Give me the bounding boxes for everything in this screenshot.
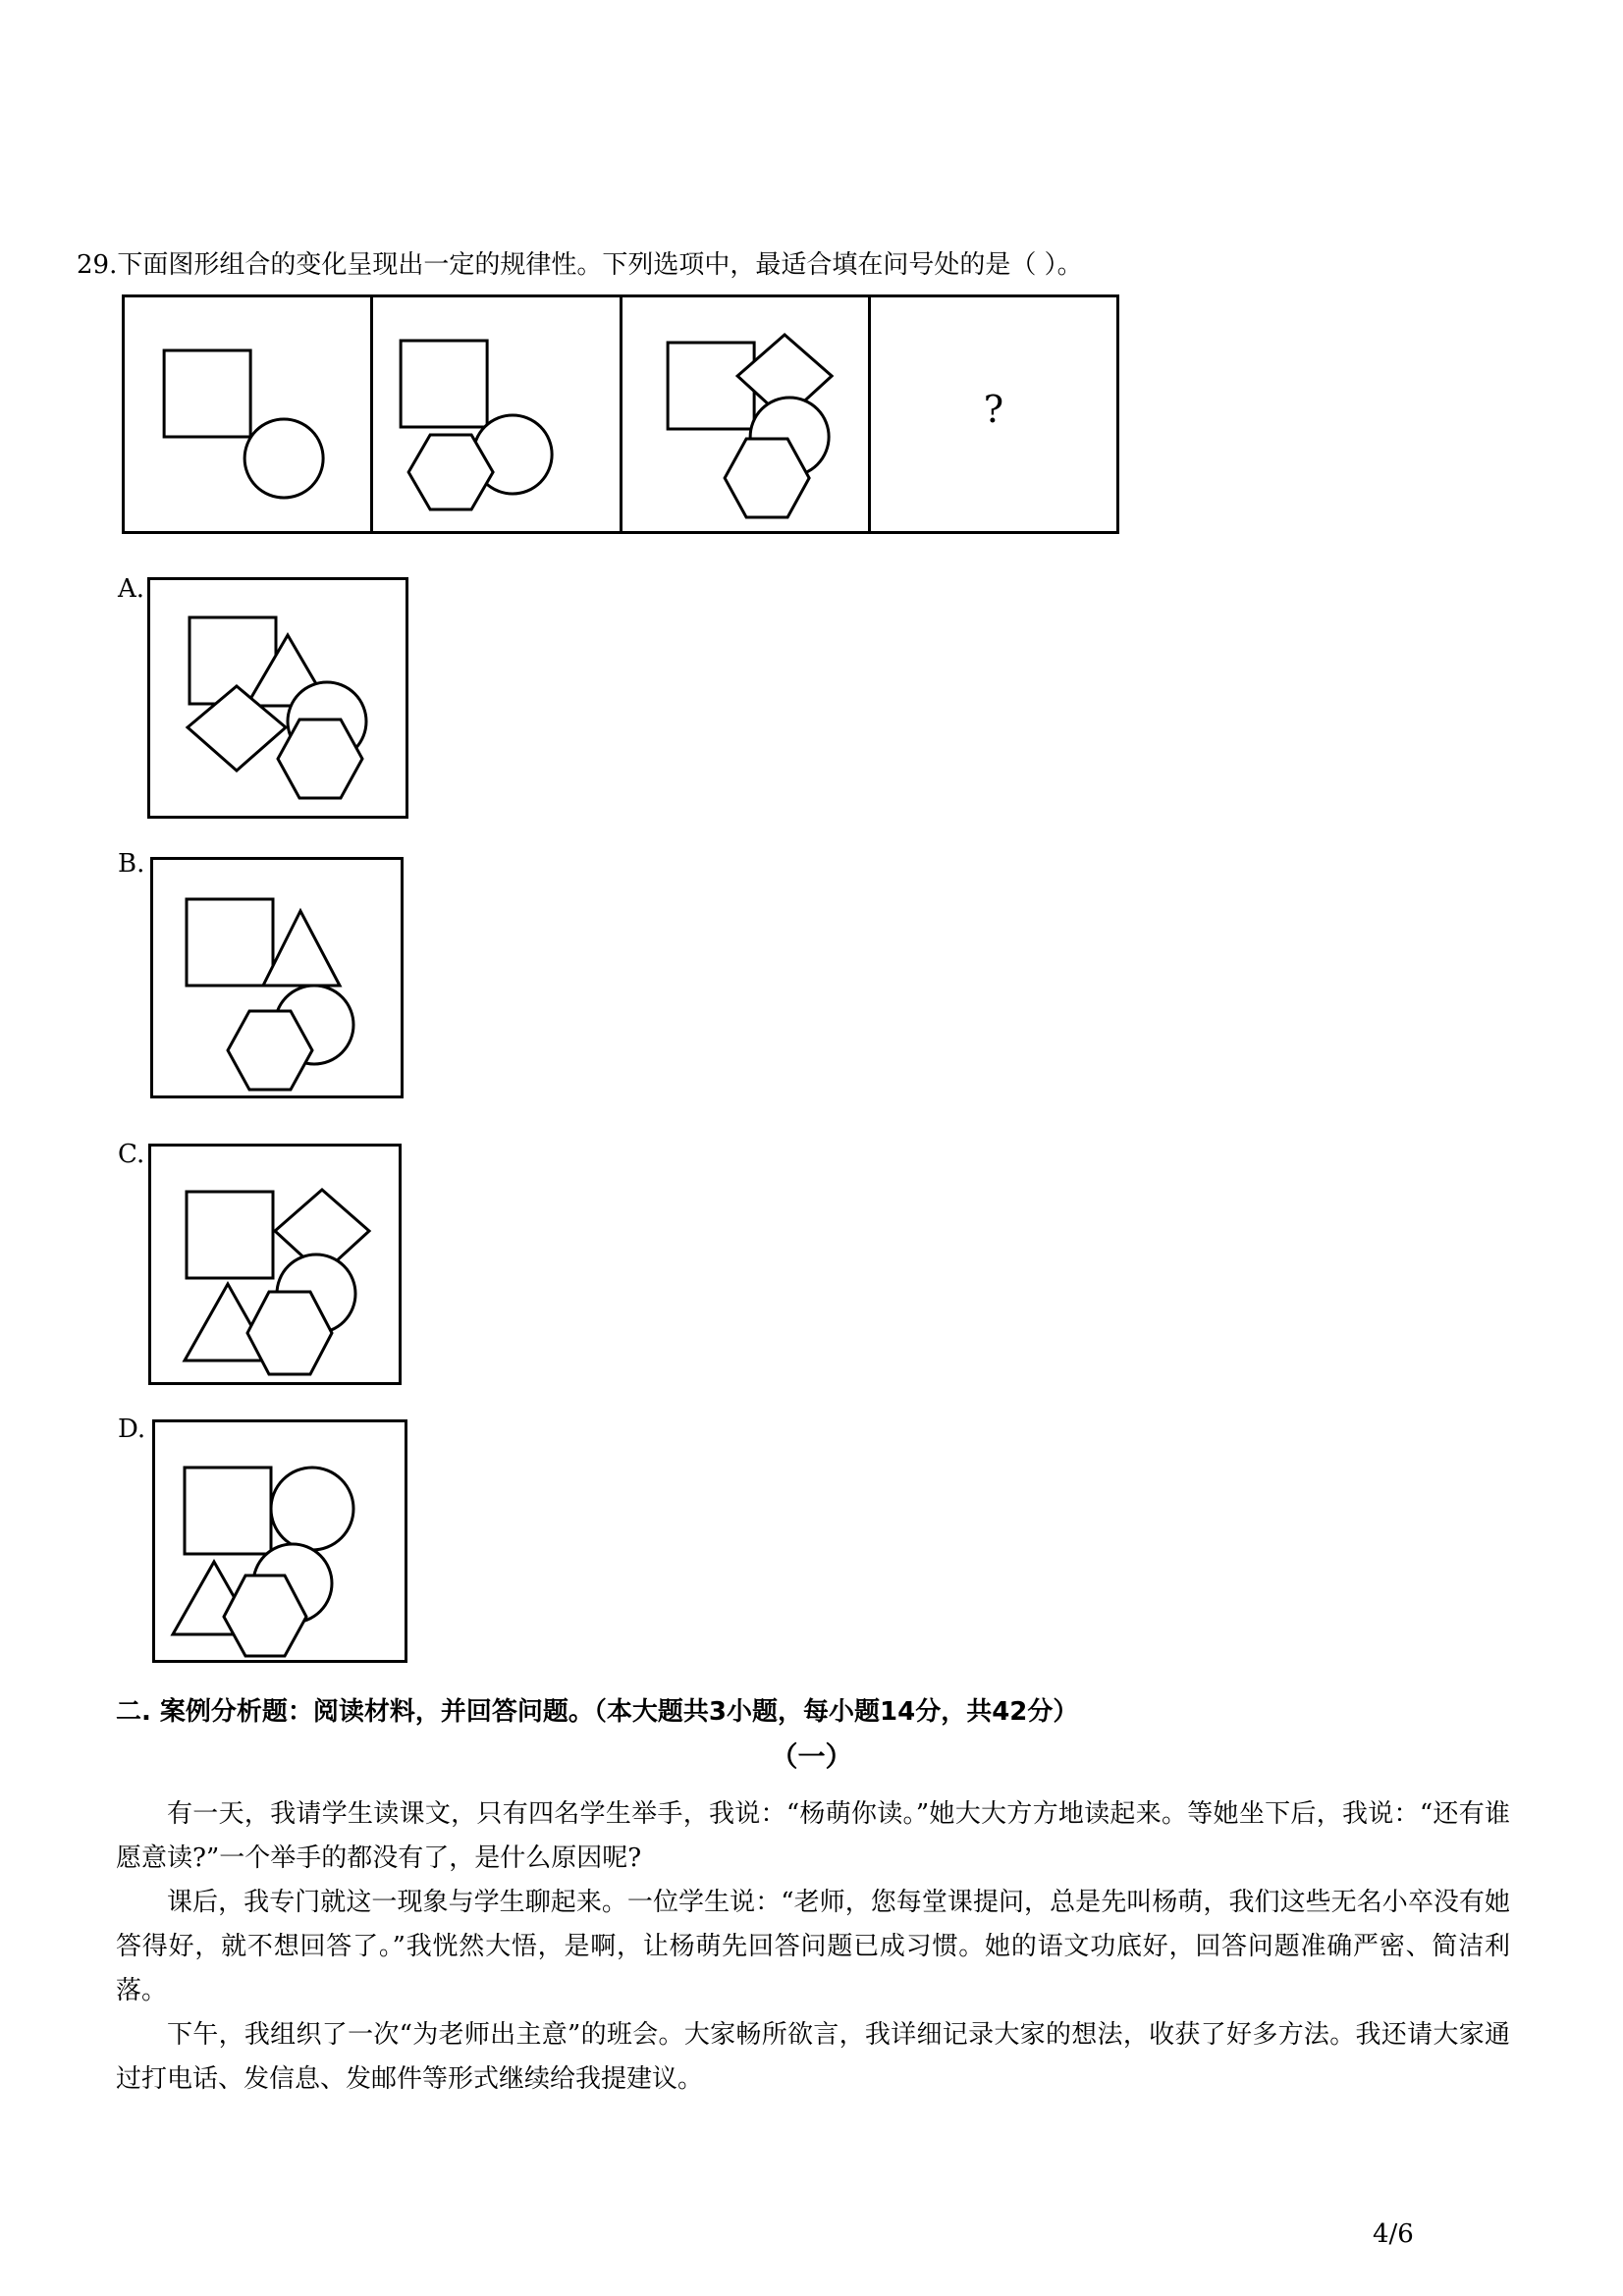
option-c-shapes: [151, 1147, 399, 1382]
case-subtitle: （一）: [770, 1740, 853, 1773]
square-shape: [185, 1468, 271, 1554]
option-b-label[interactable]: B.: [118, 849, 145, 879]
square-shape: [187, 899, 273, 986]
option-b-shapes: [153, 860, 401, 1095]
case-passage: [116, 1792, 1510, 2102]
panel-3-shapes: [622, 297, 868, 531]
question-mark: ?: [983, 388, 1004, 431]
square-shape: [401, 341, 487, 427]
circle-shape: [271, 1468, 353, 1550]
panel-1-shapes: [125, 297, 370, 531]
sequence-panel-2: [370, 297, 619, 531]
option-b-figure[interactable]: [150, 857, 404, 1098]
circle-shape: [244, 419, 323, 498]
square-shape: [668, 343, 754, 429]
option-a-figure[interactable]: [147, 577, 408, 819]
option-d-label[interactable]: D.: [118, 1415, 146, 1444]
square-shape: [164, 350, 250, 437]
option-d-shapes: [155, 1422, 405, 1660]
question-text: 29.下面图形组合的变化呈现出一定的规律性。下列选项中，最适合填在问号处的是（ ）。: [77, 250, 1083, 280]
square-shape: [187, 1192, 273, 1278]
passage-paragraph-3: 下午，我组织了一次“为老师出主意”的班会。大家畅所欲言，我详细记录大家的想法，收获了好多方法。我还请大家通过打电话、发信息、发邮件等形式继续给我提建议。: [116, 2020, 1510, 2094]
triangle-shape: [263, 911, 340, 986]
option-a-shapes: [150, 580, 406, 816]
sequence-panel-1: [125, 297, 370, 531]
sequence-panel-3: [620, 297, 868, 531]
passage-paragraph-2: 课后，我专门就这一现象与学生聊起来。一位学生说：“老师，您每堂课提问，总是先叫杨萌，我们这些无名小卒没有她答得好，就不想回答了。”我恍然大悟，是啊，让杨萌先回答问题已成习惯。她的语文功底好，回答问题准确严密、简洁利落。: [116, 1888, 1510, 2005]
option-c-figure[interactable]: [148, 1144, 402, 1385]
sequence-figure: [122, 294, 1119, 534]
panel-2-shapes: [373, 297, 619, 531]
passage-paragraph-1: 有一天，我请学生读课文，只有四名学生举手，我说：“杨萌你读。”她大大方方地读起来。等她坐下后，我说：“还有谁愿意读?”一个举手的都没有了，是什么原因呢?: [116, 1799, 1510, 1873]
option-c-label[interactable]: C.: [118, 1140, 145, 1169]
option-a-label[interactable]: A.: [118, 574, 145, 604]
sequence-panel-question: [868, 297, 1116, 531]
page-number: 4/6: [1373, 2219, 1414, 2249]
option-d-figure[interactable]: [152, 1419, 407, 1663]
section-title: 二. 案例分析题：阅读材料，并回答问题。（本大题共3小题，每小题14分，共42分）: [116, 1697, 1079, 1727]
